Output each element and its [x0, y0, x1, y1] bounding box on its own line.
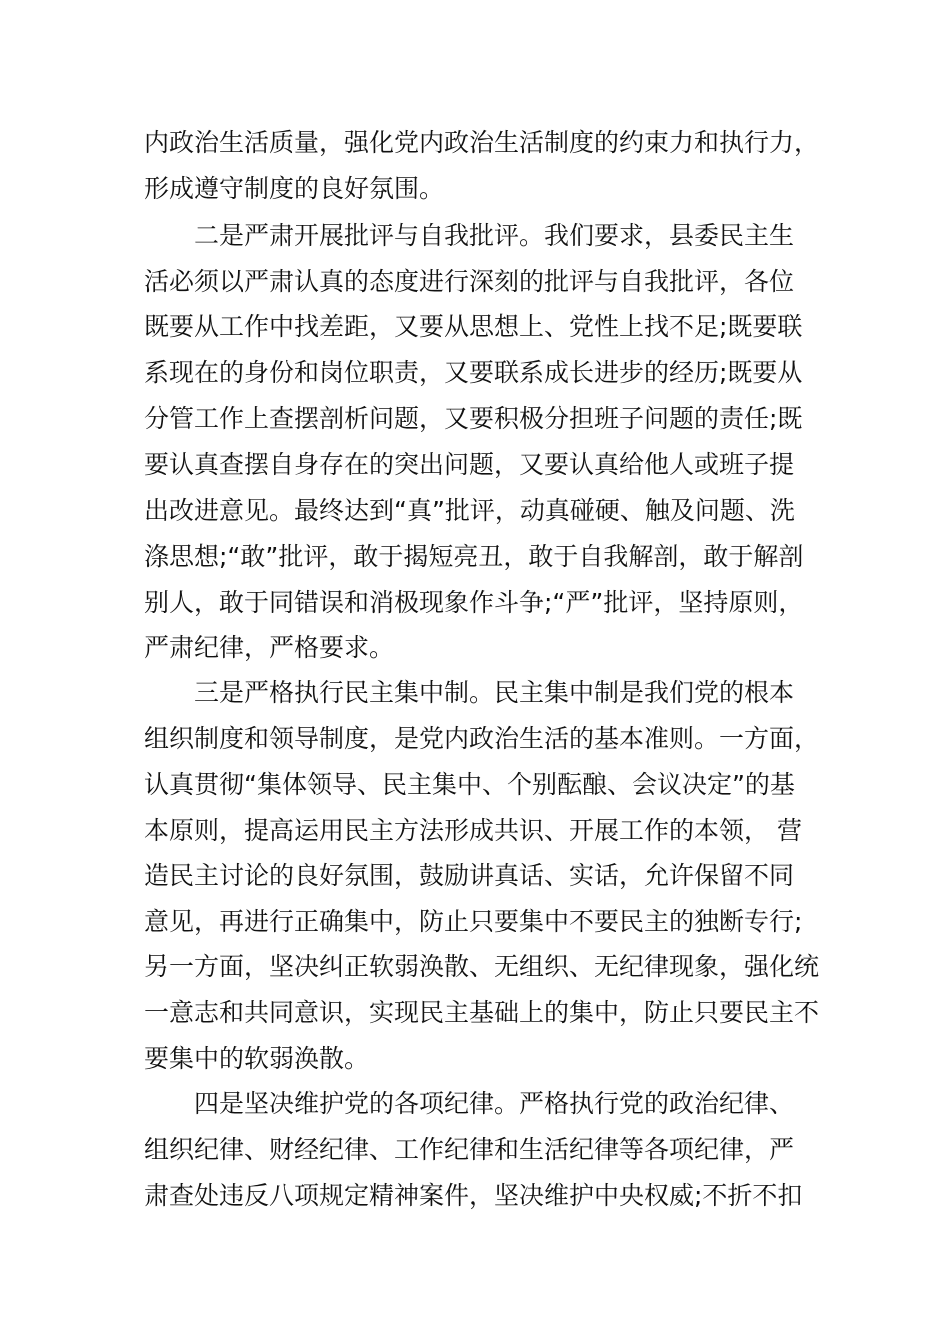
text-line: 内政治生活质量，强化党内政治生活制度的约束力和执行力， — [144, 128, 820, 157]
text-line: 系现在的身份和岗位职责，又要联系成长进步的经历;既要从 — [144, 358, 803, 387]
text-line: 严肃纪律，严格要求。 — [144, 633, 395, 662]
text-line: 别人，敢于同错误和消极现象作斗争;“严”批评，坚持原则， — [144, 588, 804, 617]
text-line: 一意志和共同意识，实现民主基础上的集中，防止只要民主不 — [144, 998, 820, 1027]
paragraph-start-line: 三是严格执行民主集中制。民主集中制是我们党的根本 — [194, 678, 795, 707]
text-line: 涤思想;“敢”批评，敢于揭短亮丑，敢于自我解剖，敢于解剖 — [144, 542, 804, 571]
text-line: 组织纪律、财经纪律、工作纪律和生活纪律等各项纪律，严 — [144, 1135, 795, 1164]
text-line: 形成遵守制度的良好氛围。 — [144, 174, 445, 203]
text-line: 肃查处违反八项规定精神案件，坚决维护中央权威;不折不扣 — [144, 1181, 803, 1210]
text-line: 认真贯彻“集体领导、民主集中、个别酝酿、会议决定”的基 — [144, 770, 795, 799]
text-line: 活必须以严肃认真的态度进行深刻的批评与自我批评，各位 — [144, 267, 795, 296]
text-line: 要集中的软弱涣散。 — [144, 1044, 370, 1073]
text-line: 出改进意见。最终达到“真”批评，动真碰硬、触及问题、洗 — [144, 496, 795, 525]
paragraph-start-line: 四是坚决维护党的各项纪律。严格执行党的政治纪律、 — [194, 1089, 795, 1118]
text-line: 另一方面，坚决纠正软弱涣散、无组织、无纪律现象，强化统 — [144, 952, 820, 981]
text-line: 本原则，提高运用民主方法形成共识、开展工作的本领， 营 — [144, 816, 802, 845]
text-line: 组织制度和领导制度，是党内政治生活的基本准则。一方面， — [144, 724, 820, 753]
paragraph-start-line: 二是严肃开展批评与自我批评。我们要求，县委民主生 — [194, 221, 795, 250]
text-line: 分管工作上查摆剖析问题，又要积极分担班子问题的责任;既 — [144, 404, 803, 433]
text-line: 意见，再进行正确集中，防止只要集中不要民主的独断专行; — [144, 907, 803, 936]
text-line: 要认真查摆自身存在的突出问题，又要认真给他人或班子提 — [144, 450, 795, 479]
text-line: 既要从工作中找差距，又要从思想上、党性上找不足;既要联 — [144, 312, 803, 341]
text-line: 造民主讨论的良好氛围，鼓励讲真话、实话，允许保留不同 — [144, 861, 795, 890]
